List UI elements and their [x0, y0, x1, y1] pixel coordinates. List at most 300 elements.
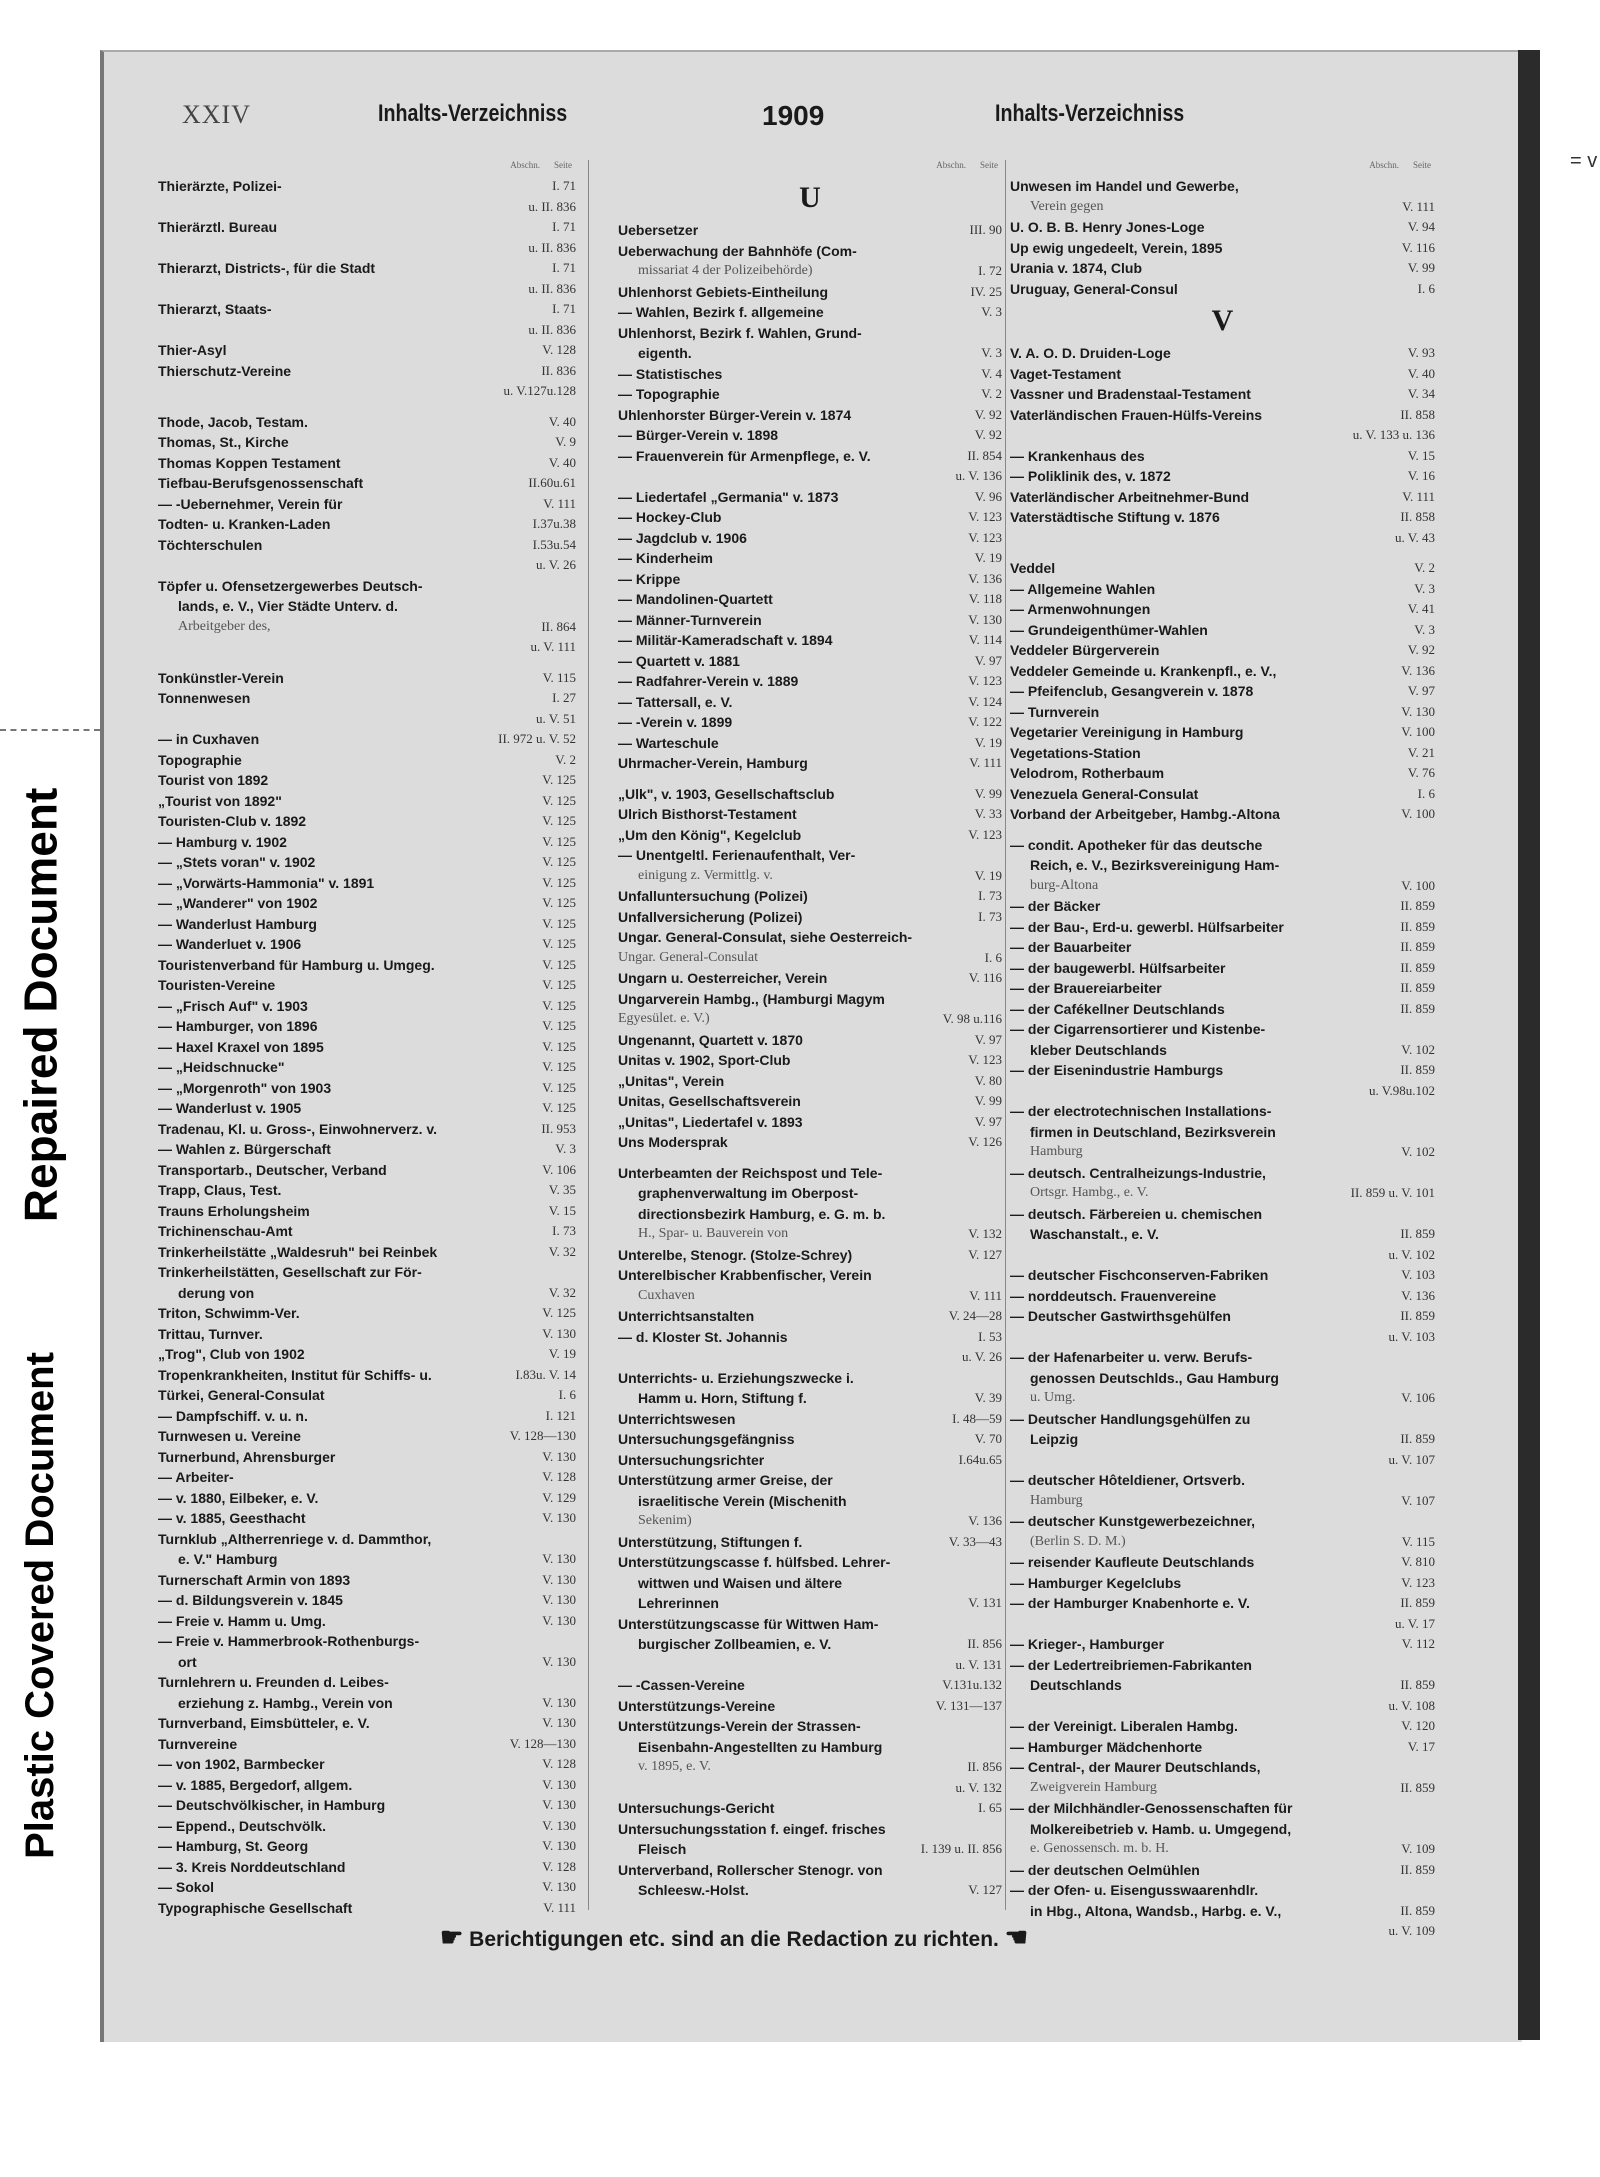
index-entry [158, 1057, 576, 1078]
entry-reference: II. 859 [1400, 1677, 1435, 1692]
entry-title: — „Heidschnucke" [158, 1059, 285, 1075]
index-entry [158, 514, 576, 535]
entry-title: Venezuela General-Consulat [1010, 785, 1199, 802]
entry-reference: V. 125 [542, 813, 576, 828]
entry-reference: V. 94 [1407, 219, 1435, 234]
column-header: Abschn. Seite [1369, 160, 1431, 170]
entry-reference: V. 130 [542, 1612, 576, 1628]
entry-title: — Jagdclub v. 1906 [618, 529, 747, 546]
page-number: XXIV [182, 100, 251, 129]
index-entry [618, 692, 1002, 713]
entry-reference: I. 71 [552, 301, 576, 316]
entry-reference: u. V. 111 [530, 639, 576, 654]
index-entry [1010, 722, 1435, 743]
index-entry [1010, 1265, 1435, 1286]
index-entry [1010, 1183, 1435, 1204]
entry-reference: V. 125 [542, 772, 576, 787]
index-entry [158, 1672, 576, 1693]
entry-reference: V. 111 [1402, 198, 1435, 214]
entry-reference: u. V.127u.128 [503, 383, 576, 398]
entry-reference: V. 116 [1401, 239, 1435, 255]
index-entry [618, 1112, 1002, 1133]
entry-title: — Mandolinen-Quartett [618, 591, 773, 607]
entry-reference: V. 130 [542, 1510, 576, 1525]
entry-reference: II. 859 [1400, 1062, 1435, 1077]
entry-title: — Hamburger Mädchenhorte [1010, 1738, 1203, 1755]
index-entry [158, 1385, 576, 1406]
index-entry [1010, 1675, 1435, 1696]
entry-reference: V. 125 [542, 977, 576, 992]
entry-title: — Hamburg, St. Georg [158, 1838, 309, 1854]
entry-reference: V. 130 [542, 1551, 576, 1566]
index-entry [618, 886, 1002, 907]
entry-title: — Tattersall, e. V. [618, 693, 733, 710]
entry-title: Thierärzte, Polizei- [158, 178, 282, 194]
entry-title: „Unitas", Liedertafel v. 1893 [618, 1113, 803, 1130]
entry-title: burgischer Zollbeamien, e. V. [638, 1636, 832, 1652]
entry-title: Unterrichtswesen [618, 1410, 736, 1427]
entry-reference: V. 70 [974, 1431, 1002, 1446]
entry-reference: V. 103 [1401, 1267, 1435, 1282]
index-entry [618, 1245, 1002, 1266]
entry-title: „Unitas", Verein [618, 1072, 725, 1089]
entry-title: — Radfahrer-Verein v. 1889 [618, 673, 799, 689]
entry-title: — Liedertafel „Germania" v. 1873 [618, 488, 839, 505]
entry-reference: V. 76 [1407, 765, 1435, 780]
entry-reference: V. 125 [542, 1059, 576, 1074]
entry-title: — condit. Apotheker für das deutsche [1010, 836, 1263, 853]
index-entry [1010, 1060, 1435, 1081]
entry-reference: V. 125 [542, 956, 576, 972]
entry-reference: V. 123 [1401, 1574, 1435, 1590]
entry-reference: V. 96 [974, 488, 1002, 504]
running-title-left: Inhalts-Verzeichniss [378, 100, 568, 127]
index-entry [158, 791, 576, 812]
index-entry [1010, 1532, 1435, 1553]
index-entry [618, 1573, 1002, 1594]
entry-reference: V. 21 [1407, 744, 1435, 760]
entry-title: — d. Bildungsverein v. 1845 [158, 1592, 343, 1608]
entry-title: einigung z. Vermittlg. v. [638, 867, 773, 883]
index-entry [618, 487, 1002, 508]
entry-reference: II. 859 u. V. 101 [1350, 1185, 1435, 1200]
entry-title: — „Frisch Auf" v. 1903 [158, 997, 308, 1014]
index-entry [618, 425, 1002, 446]
entry-reference: II. 972 u. V. 52 [498, 731, 576, 746]
entry-title: u. Umg. [1030, 1390, 1076, 1405]
entry-title: Uhlenhorst Gebiets-Eintheilung [618, 283, 829, 300]
index-entry [1010, 1839, 1435, 1860]
entry-title: — Frauenverein für Armenpflege, e. V. [618, 447, 871, 464]
entry-reference: V. 9 [555, 434, 576, 449]
entry-title: Uebersetzer [618, 222, 699, 238]
index-entry [1010, 876, 1435, 897]
entry-reference: I. 71 [552, 260, 576, 275]
index-entry [1010, 528, 1435, 549]
entry-title: — -Verein v. 1899 [618, 714, 733, 730]
index-entry [1010, 558, 1435, 579]
index-entry [618, 384, 1002, 405]
entry-title: Unwesen im Handel und Gewerbe, [1010, 178, 1239, 194]
entry-reference: V. 19 [974, 550, 1002, 565]
index-entry [158, 1877, 576, 1898]
entry-title: — Haxel Kraxel von 1895 [158, 1038, 324, 1055]
entry-title: — der deutschen Oelmühlen [1010, 1861, 1200, 1878]
entry-title: — Hamburger Kegelclubs [1010, 1574, 1182, 1591]
entry-title: — Dampfschiff. v. u. n. [158, 1407, 308, 1424]
entry-reference: V. 19 [974, 734, 1002, 750]
entry-reference: u. II. 836 [528, 321, 576, 337]
entry-title: Thomas, St., Kirche [158, 434, 289, 450]
entry-reference: V. 2 [1414, 560, 1435, 575]
index-entry [1010, 999, 1435, 1020]
index-entry [158, 381, 576, 402]
entry-reference: V. 125 [542, 915, 576, 931]
entry-reference: V. 32 [548, 1243, 576, 1259]
index-entry [618, 1071, 1002, 1092]
index-entry [1010, 917, 1435, 938]
entry-reference: V. 97 [974, 1031, 1002, 1047]
entry-title: — der Cafékellner Deutschlands [1010, 1000, 1225, 1017]
entry-reference: V. 125 [542, 1038, 576, 1054]
entry-reference: u. V. 43 [1395, 529, 1435, 545]
index-entry [618, 282, 1002, 303]
index-entry [618, 948, 1002, 969]
index-entry [618, 866, 1002, 887]
index-entry [1010, 1040, 1435, 1061]
entry-title: — Warteschule [618, 734, 719, 751]
entry-reference: V. 130 [542, 1653, 576, 1669]
entry-title: burg-Altona [1030, 877, 1099, 893]
entry-title: — Wanderlust v. 1905 [158, 1100, 302, 1116]
entry-title: Reich, e. V., Bezirksvereinigung Ham- [1030, 857, 1280, 873]
entry-title: Cuxhaven [638, 1287, 695, 1303]
entry-reference: V. 106 [542, 1161, 576, 1177]
index-entry [618, 343, 1002, 364]
entry-title: — der Cigarrensortierer und Kistenbe- [1010, 1021, 1266, 1037]
entry-reference: V. 123 [968, 826, 1002, 842]
index-entry [158, 996, 576, 1017]
entry-title: Vassner und Bradenstaal-Testament [1010, 386, 1251, 402]
entry-title: Fleisch [638, 1841, 687, 1857]
index-entry [158, 811, 576, 832]
entry-reference: II.60u.61 [528, 475, 576, 490]
index-entry [158, 617, 576, 638]
entry-reference: II. 864 [541, 618, 576, 634]
index-entry [1010, 1634, 1435, 1655]
index-entry [1010, 1224, 1435, 1245]
index-entry [1010, 1368, 1435, 1389]
index-entry [158, 1303, 576, 1324]
entry-reference: V. 40 [548, 413, 576, 429]
index-entry [158, 555, 576, 576]
entry-reference: V. 80 [974, 1072, 1002, 1088]
index-entry [1010, 1737, 1435, 1758]
index-entry [1010, 1204, 1435, 1225]
entry-title: — der Milchhändler-Genossenschaften für [1010, 1800, 1293, 1816]
entry-title: — Armenwohnungen [1010, 601, 1151, 617]
entry-title: Ungar. General-Consulat [618, 949, 758, 965]
entry-title: Trittau, Turnver. [158, 1325, 263, 1342]
index-entry [1010, 681, 1435, 702]
entry-title: — der Bauarbeiter [1010, 939, 1132, 955]
column-rule [588, 160, 589, 1910]
entry-title: Tiefbau-Berufsgenossenschaft [158, 475, 364, 491]
index-entry [1010, 279, 1435, 300]
entry-title: — von 1902, Barmbecker [158, 1756, 325, 1772]
index-entry [1010, 1819, 1435, 1840]
entry-title: Zweigverein Hamburg [1030, 1779, 1157, 1795]
entry-reference: V. 136 [1401, 1287, 1435, 1303]
entry-reference: u. II. 836 [528, 280, 576, 296]
entry-reference: V. 99 [974, 785, 1002, 801]
index-entry [158, 1262, 576, 1283]
entry-title: eigenth. [638, 345, 692, 361]
entry-reference: V. 111 [543, 1899, 576, 1915]
entry-reference: II. 854 [967, 447, 1002, 463]
index-entry [1010, 784, 1435, 805]
entry-title: e. V." Hamburg [178, 1551, 278, 1567]
entry-title: Thode, Jacob, Testam. [158, 413, 308, 430]
entry-title: — Central-, der Maurer Deutschlands, [1010, 1759, 1261, 1775]
entry-title: Unterrichtsanstalten [618, 1308, 755, 1324]
index-entry [1010, 1245, 1435, 1266]
entry-reference: V. 115 [542, 669, 576, 685]
index-entry [158, 1754, 576, 1775]
entry-title: lands, e. V., Vier Städte Unterv. d. [178, 598, 398, 614]
index-entry [1010, 384, 1435, 405]
index-entry [1010, 1101, 1435, 1122]
index-entry [618, 825, 1002, 846]
entry-title: Sekenim) [638, 1513, 692, 1528]
entry-title: wittwen und Waisen und ältere [638, 1574, 843, 1591]
entry-title: derung von [178, 1284, 255, 1301]
index-entry [1010, 466, 1435, 487]
entry-reference: V. 16 [1407, 468, 1435, 483]
index-entry [1010, 620, 1435, 641]
index-entry [1010, 343, 1435, 364]
index-entry [158, 1037, 576, 1058]
index-entry [158, 729, 576, 750]
entry-title: Uns Modersprak [618, 1134, 728, 1150]
side-label-plastic: Plastic Covered Document [17, 1351, 62, 1859]
entry-title: Touristen-Club v. 1892 [158, 813, 307, 829]
entry-title: — Deutscher Gastwirthsgehülfen [1010, 1308, 1231, 1324]
pointing-hand-icon: ☛ [440, 1922, 464, 1952]
section-letter: U [799, 181, 821, 214]
entry-title: Turnvereine [158, 1735, 238, 1752]
index-entry [158, 1857, 576, 1878]
index-entry [618, 1634, 1002, 1655]
entry-title: Arbeitgeber des, [178, 618, 271, 634]
entry-title: — der Hafenarbeiter u. verw. Berufs- [1010, 1349, 1253, 1365]
index-entry [618, 1450, 1002, 1471]
entry-reference: V. 33—43 [948, 1533, 1002, 1549]
entry-title: — deutscher Kunstgewerbezeichner, [1010, 1513, 1256, 1529]
entry-reference: V. 40 [548, 454, 576, 470]
spacer [1010, 548, 1435, 558]
index-entry [618, 1470, 1002, 1491]
entry-title: — Krippe [618, 570, 681, 587]
column-header: Abschn. Seite [936, 160, 998, 170]
entry-reference: I. 6 [1417, 280, 1435, 296]
index-entry [1010, 487, 1435, 508]
index-entry [1010, 258, 1435, 279]
entry-reference: I. 6 [558, 1387, 576, 1402]
entry-reference: V. 111 [543, 495, 576, 511]
entry-title: Touristen-Vereine [158, 977, 276, 993]
entry-reference: V. 130 [1401, 703, 1435, 719]
index-column-2 [618, 160, 1002, 1901]
entry-title: Eisenbahn-Angestellten zu Hamburg [638, 1738, 883, 1755]
index-entry [1010, 1573, 1435, 1594]
entry-title: Unterrichts- u. Erziehungszwecke i. [618, 1369, 854, 1386]
entry-title: — Kinderheim [618, 550, 713, 566]
entry-title: genossen Deutschlds., Gau Hamburg [1030, 1369, 1279, 1386]
entry-title: — reisender Kaufleute Deutschlands [1010, 1554, 1255, 1570]
entry-title: Ungar. General-Consulat, siehe Oesterreich- [618, 929, 913, 945]
entry-title: ort [178, 1653, 197, 1670]
entry-title: Trapp, Claus, Test. [158, 1182, 282, 1198]
entry-reference: II. 859 [1400, 980, 1435, 995]
entry-reference: V. 127 [968, 1246, 1002, 1262]
entry-reference: I. 27 [552, 690, 576, 705]
entry-title: — Freie v. Hamm u. Umg. [158, 1612, 326, 1629]
index-entry [618, 1696, 1002, 1717]
index-entry [1010, 763, 1435, 784]
entry-reference: V. 131 [968, 1595, 1002, 1610]
index-entry [158, 637, 576, 658]
entry-reference: u. II. 836 [528, 239, 576, 255]
entry-reference: V. 810 [1401, 1554, 1435, 1569]
entry-reference: V. 128 [542, 1469, 576, 1484]
entry-title: Untersuchungsrichter [618, 1451, 765, 1468]
entry-title: Hamburg [1030, 1144, 1083, 1159]
index-entry [1010, 640, 1435, 661]
entry-reference: u. V. 26 [536, 557, 576, 572]
entry-reference: V. 116 [968, 970, 1002, 985]
index-entry [1010, 978, 1435, 999]
entry-title: U. O. B. B. Henry Jones-Loge [1010, 219, 1205, 235]
entry-reference: V. 33 [974, 806, 1002, 821]
index-entry [618, 671, 1002, 692]
entry-reference: V. 128 [542, 1756, 576, 1771]
entry-reference: V. 93 [1407, 345, 1435, 360]
index-entry [158, 494, 576, 515]
index-entry [618, 845, 1002, 866]
index-entry [158, 176, 576, 197]
entry-reference: V. 127 [968, 1882, 1002, 1897]
index-entry [1010, 1901, 1435, 1922]
entry-reference: I.83u. V. 14 [515, 1366, 576, 1382]
index-entry [1010, 1306, 1435, 1327]
entry-title: in Hbg., Altona, Wandsb., Harbg. e. V., [1030, 1902, 1282, 1919]
entry-title: — v. 1885, Bergedorf, allgem. [158, 1776, 353, 1793]
entry-title: — Wahlen z. Bürgerschaft [158, 1141, 331, 1157]
index-entry [158, 361, 576, 382]
index-entry [618, 1091, 1002, 1112]
index-entry [158, 832, 576, 853]
entry-title: Thierarzt, Districts-, für die Stadt [158, 260, 376, 276]
entry-title: — Eppend., Deutschvölk. [158, 1817, 327, 1834]
index-entry [1010, 197, 1435, 218]
entry-title: (Berlin S. D. M.) [1030, 1533, 1126, 1549]
index-entry [618, 1839, 1002, 1860]
index-entry [158, 1549, 576, 1570]
entry-title: — Quartett v. 1881 [618, 652, 740, 669]
entry-title: „Um den König", Kegelclub [618, 826, 802, 843]
entry-title: — der baugewerbl. Hülfsarbeiter [1010, 959, 1226, 976]
entry-title: — v. 1880, Eilbeker, e. V. [158, 1489, 319, 1506]
entry-reference: V. 136 [968, 1513, 1002, 1528]
index-entry [1010, 1142, 1435, 1163]
index-entry [1010, 1429, 1435, 1450]
index-entry [618, 968, 1002, 989]
entry-reference: II. 859 [1400, 1861, 1435, 1877]
index-entry [618, 712, 1002, 733]
entry-title: — Wanderluet v. 1906 [158, 936, 302, 952]
index-entry [158, 1775, 576, 1796]
entry-reference: V. 120 [1401, 1718, 1435, 1733]
entry-reference: V. 125 [542, 1079, 576, 1095]
year: 1909 [762, 100, 825, 131]
entry-title: Leipzig [1030, 1431, 1079, 1447]
index-entry [1010, 579, 1435, 600]
index-entry [618, 989, 1002, 1010]
entry-reference: V. 3 [1414, 580, 1435, 596]
entry-reference: V. 130 [542, 1448, 576, 1464]
entry-title: — Hamburg v. 1902 [158, 833, 287, 850]
entry-reference: II. 856 [967, 1636, 1002, 1651]
index-entry [158, 1734, 576, 1755]
entry-title: — Allgemeine Wahlen [1010, 580, 1156, 597]
entry-reference: I. 73 [978, 908, 1002, 924]
entry-title: kleber Deutschlands [1030, 1041, 1167, 1058]
entry-title: Thomas Koppen Testament [158, 454, 341, 471]
entry-reference: I. 139 u. II. 856 [920, 1841, 1002, 1856]
index-entry [1010, 1778, 1435, 1799]
entry-title: Unterelbischer Krabbenfischer, Verein [618, 1267, 872, 1283]
index-entry [1010, 405, 1435, 426]
entry-reference: V. 131—137 [935, 1697, 1002, 1713]
entry-reference: I.64u.65 [958, 1451, 1002, 1467]
entry-title: Urania v. 1874, Club [1010, 260, 1143, 276]
index-entry [1010, 855, 1435, 876]
index-entry [618, 302, 1002, 323]
entry-reference: V. 128 [542, 1858, 576, 1874]
entry-reference: V. 109 [1401, 1841, 1435, 1856]
entry-title: Tropenkrankheiten, Institut für Schiffs- u. [158, 1366, 432, 1383]
entry-reference: V. 92 [974, 427, 1002, 442]
entry-reference: u. V.98u.102 [1369, 1082, 1435, 1098]
index-column-1 [158, 160, 576, 1918]
index-column-3 [1010, 160, 1435, 1942]
index-entry [618, 907, 1002, 928]
index-entry [618, 1286, 1002, 1307]
column-rule [1005, 160, 1006, 1910]
entry-title: Turnerbund, Ahrensburger [158, 1448, 336, 1465]
entry-reference: II. 859 [1400, 1431, 1435, 1446]
sheet-edge [1518, 50, 1540, 2040]
entry-reference: V. 125 [542, 1305, 576, 1320]
entry-title: Tonkünstler-Verein [158, 669, 284, 686]
entry-reference: V. 130 [542, 1325, 576, 1341]
entry-reference: II. 859 [1400, 1902, 1435, 1918]
entry-reference: I. 73 [978, 888, 1002, 903]
index-entry [618, 1737, 1002, 1758]
entry-reference: V. 136 [968, 570, 1002, 586]
entry-reference: V. 125 [542, 895, 576, 910]
